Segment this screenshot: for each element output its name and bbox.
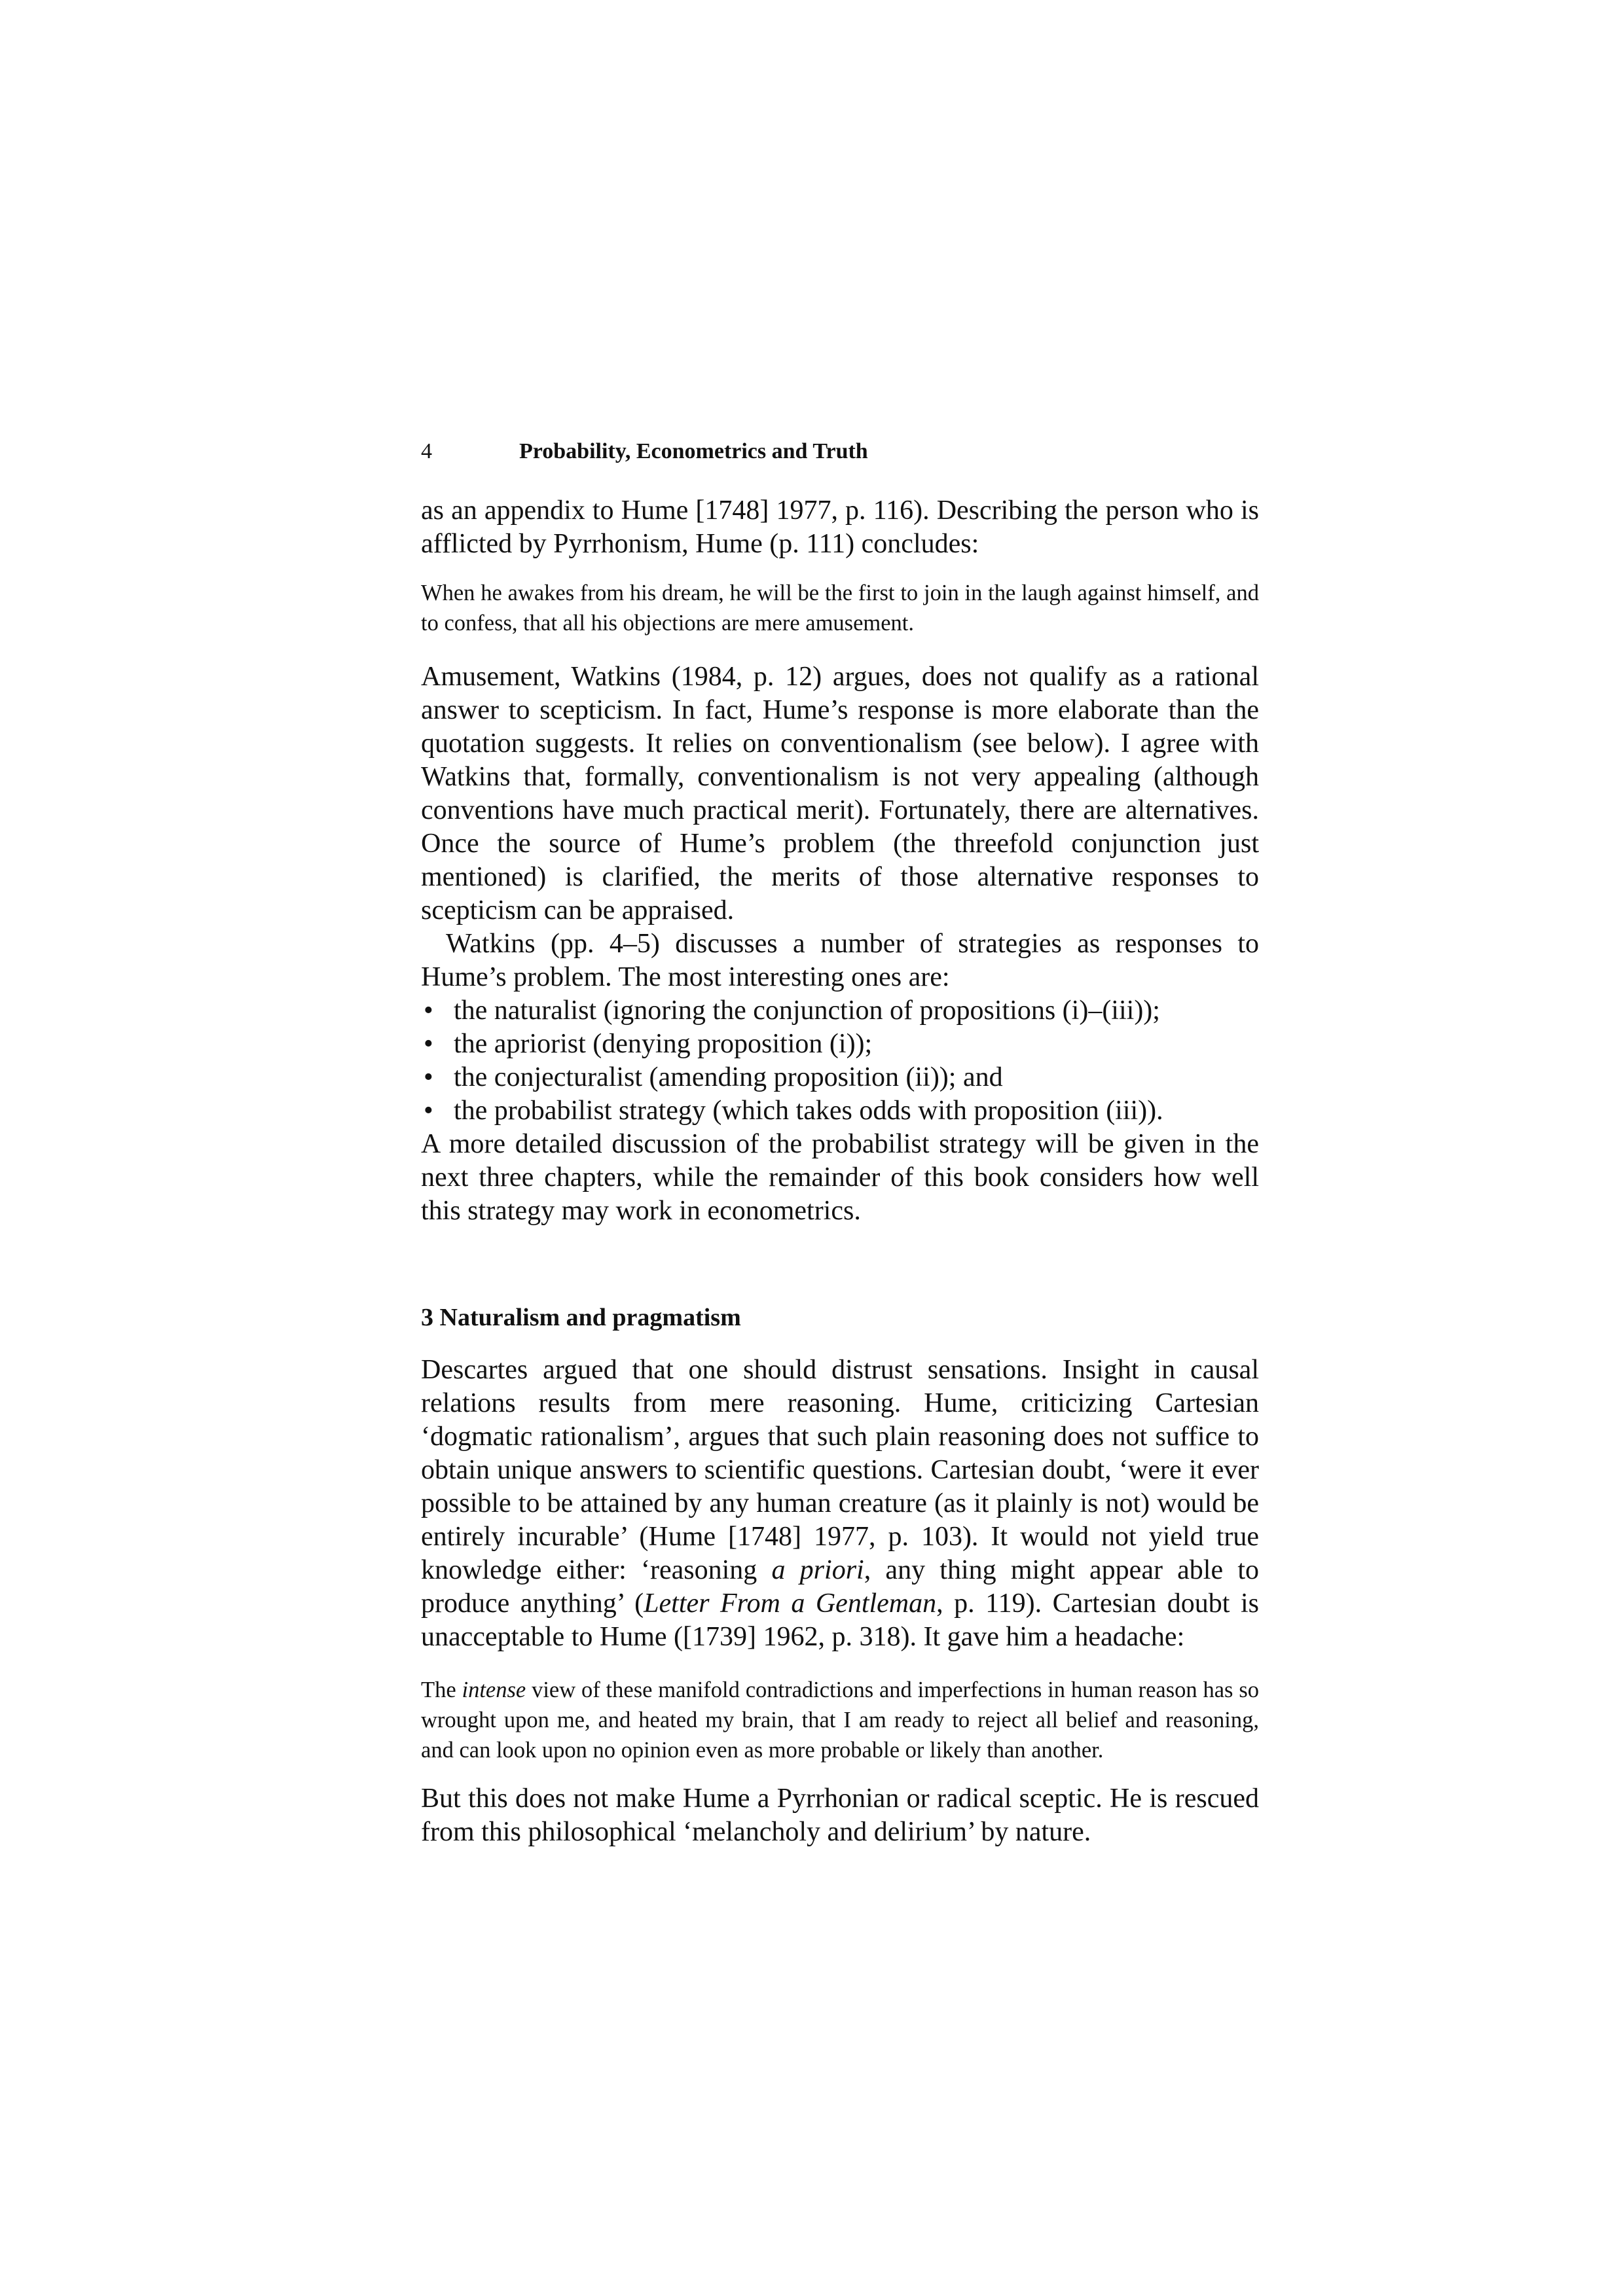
page-body [421, 494, 1259, 1849]
section-heading: 3 Naturalism and pragmatism [421, 1304, 741, 1331]
paragraph-5-a-priori: a priori [771, 1555, 864, 1585]
block-quote-2-text-b: view of these manifold contradictions and imperfections in human reason has so wrought upon me, and heated my brain, that I am ready to reject all belief and reasoning, and can look upon no opinion even as more probable or likely than another. [421, 1677, 1259, 1763]
list-item [421, 1094, 1259, 1128]
block-quote-1: When he awakes from his dream, he will be the first to join in the laugh against himself, and to confess, that all his objections are mere amusement. [421, 581, 1259, 636]
bullet-icon: • [424, 1096, 433, 1126]
paragraph-2: Amusement, Watkins (1984, p. 12) argues, does not qualify as a rational answer to scepticism. In fact, Hume’s response is more elaborate than the quotation suggests. It relies on conventionalism (see below). I agree with Watkins that, formally, conventionalism is not very appealing (although conventions have much practical merit). Fortunately, there are alternatives. Once the source of Hume’s problem (the threefold conjunction just mentioned) is clarified, the merits of those alternative responses to scepticism can be appraised. [421, 662, 1259, 925]
strategy-list [421, 994, 1259, 1128]
paragraph-3: Watkins (pp. 4–5) discusses a number of strategies as responses to Hume’s problem. The most interesting ones are: [421, 929, 1259, 992]
list-item [421, 994, 1259, 1028]
paragraph-1: as an appendix to Hume [1748] 1977, p. 116). Describing the person who is afflicted by Pyrrhonism, Hume (p. 111) concludes: [421, 495, 1259, 559]
block-quote-2-intense: intense [462, 1677, 526, 1702]
list-item-text: the naturalist (ignoring the conjunction of propositions (i)–(iii)); [454, 996, 1160, 1026]
list-item-text: the probabilist strategy (which takes odds with proposition (iii)). [454, 1096, 1163, 1126]
block-quote-2-text-a: The [421, 1677, 462, 1702]
paragraph-5-text-b: , any thing might appear able to produce anything’ ( [421, 1555, 1259, 1619]
list-item [421, 1028, 1259, 1061]
list-item-text: the conjecturalist (amending proposition (ii)); and [454, 1062, 1003, 1092]
paragraph-5-text-c: , p. 119). Cartesian doubt is unacceptable to Hume ([1739] 1962, p. 318). It gave him a headache: [421, 1588, 1259, 1652]
list-item [421, 1061, 1259, 1094]
running-header [421, 437, 1272, 466]
paragraph-5-letter-title: Letter From a Gentleman [644, 1588, 937, 1619]
paragraph-6: But this does not make Hume a Pyrrhonian or radical sceptic. He is rescued from this philosophical ‘melancholy and delirium’ by nature. [421, 1784, 1259, 1847]
paragraph-4: A more detailed discussion of the probabilist strategy will be given in the next three chapters, while the remainder of this book considers how well this strategy may work in econometrics. [421, 1129, 1259, 1226]
running-title: Probability, Econometrics and Truth [519, 439, 868, 463]
paragraph-5 [421, 1354, 1259, 1654]
bullet-icon: • [424, 996, 433, 1026]
page-number: 4 [421, 439, 432, 463]
bullet-icon: • [424, 1062, 433, 1092]
list-item-text: the apriorist (denying proposition (i)); [454, 1029, 873, 1059]
paragraph-5-text-a: Descartes argued that one should distrust sensations. Insight in causal relations results from mere reasoning. Hume, criticizing Cartesian ‘dogmatic rationalism’, argues that such plain reasoning does not suffice to obtain unique answers to scientific questions. Cartesian doubt, ‘were it ever possible to be attained by any human creature (as it plainly is not) would be entirely incurable’ (Hume [1748] 1977, p. 103). It would not yield true knowledge either: ‘reasoning [421, 1355, 1259, 1585]
block-quote-2 [421, 1675, 1259, 1765]
bullet-icon: • [424, 1029, 433, 1059]
